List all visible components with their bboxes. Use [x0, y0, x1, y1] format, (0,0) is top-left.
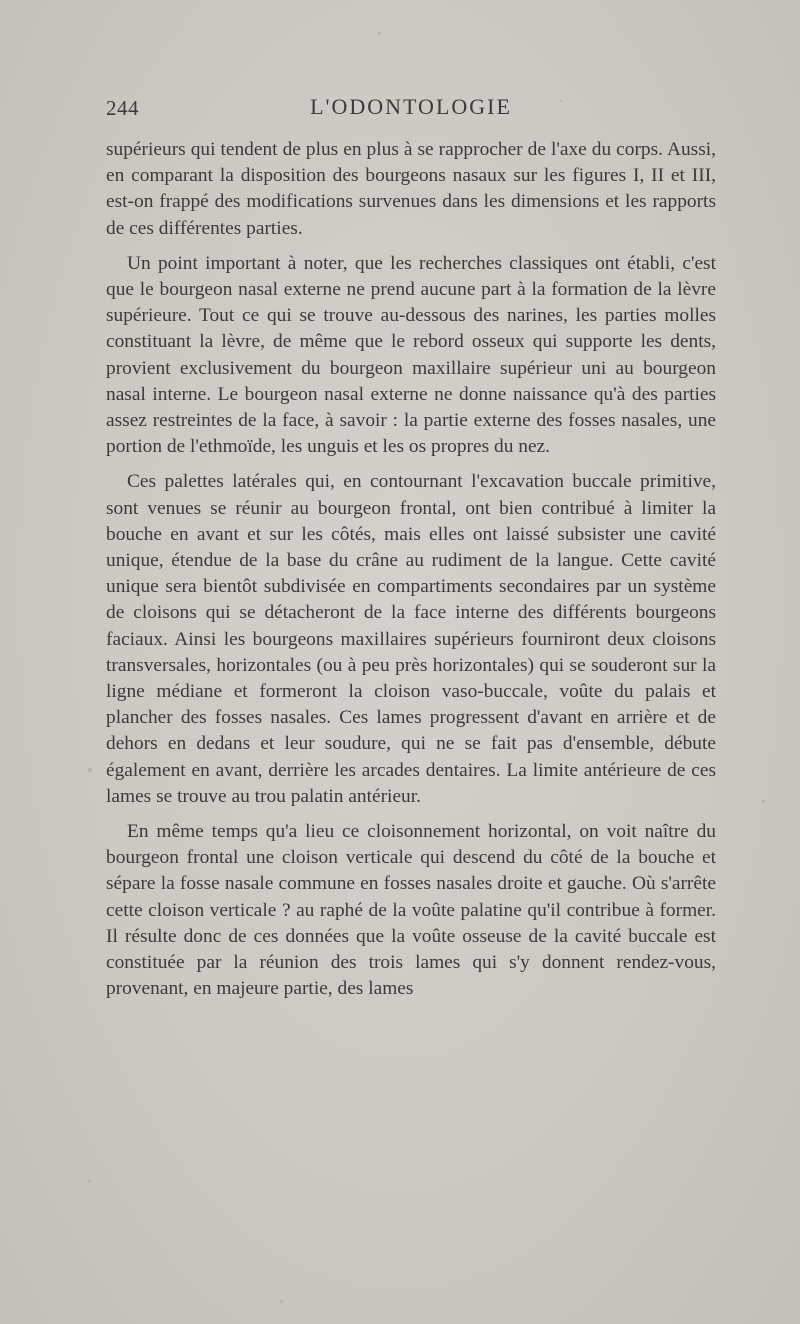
paper-speck — [638, 945, 640, 947]
body-text — [106, 137, 716, 1003]
page-header — [106, 92, 716, 126]
paper-speck — [378, 32, 381, 35]
running-title: L'ODONTOLOGIE — [310, 94, 512, 119]
paragraph: Ces palettes latérales qui, en contournant l'excavation buccale primitive, sont venues se réunir au bourgeon frontal, ont bien contribué à limiter la bouche en avant et sur les côtés, mais elles ont laissé subsister une cavité unique, étendue de la base du crâne au rudiment de la langue. Cette cavité unique sera bientôt subdivisée en compartiments secondaires par un système de cloisons qui se détacheront de la face interne des différents bourgeons faciaux. Ainsi les bourgeons maxillaires supérieurs fourniront deux cloisons transversales, horizontales (ou à peu près horizontales) qui se souderont sur la ligne médiane et formeront la cloison vaso-buccale, voûte du palais et plancher des fosses nasales. Ces lames progressent d'avant en arrière et de dehors en dedans et leur soudure, qui ne se fait pas d'ensemble, débute également en avant, derrière les arcades dentaires. La limite antérieure de ces lames se trouve au trou palatin antérieur. — [106, 471, 716, 807]
paper-speck — [88, 1180, 91, 1183]
paper-speck — [762, 800, 765, 803]
paper-speck — [560, 100, 562, 102]
paragraph: En même temps qu'a lieu ce cloisonnement horizontal, on voit naître du bourgeon frontal une cloison verticale qui descend du côté de la bouche et sépare la fosse nasale commune en fosses nasales droite et gauche. Où s'arrête cette cloison verticale ? au raphé de la voûte palatine qu'il contribue à former. Il résulte donc de ces données que la voûte osseuse de la cavité buccale est constituée par la réunion des trois lames qui s'y donnent rendez-vous, provenant, en majeure partie, des lames — [106, 821, 716, 1000]
paragraph-continued: supérieurs qui tendent de plus en plus à se rapprocher de l'axe du corps. Aussi, en comparant la disposition des bourgeons nasaux sur les figures I, II et III, est-on frappé des modifications survenues dans les dimensions et les rapports de ces différentes parties. — [106, 139, 716, 239]
paragraph: Un point important à noter, que les recherches classiques ont établi, c'est que le bourgeon nasal externe ne prend aucune part à la formation de la lèvre supérieure. Tout ce qui se trouve au-dessous des narines, les parties molles constituant la lèvre, de même que le rebord osseux qui supporte les dents, provient exclusivement du bourgeon maxillaire supérieur uni au bourgeon nasal interne. Le bourgeon nasal externe ne donne naissance qu'à des parties assez restreintes de la face, à savoir : la partie externe des fosses nasales, une portion de l'ethmoïde, les unguis et les os propres du nez. — [106, 252, 716, 458]
paper-speck — [280, 1300, 283, 1303]
paper-speck — [88, 768, 92, 772]
page-number: 244 — [106, 96, 139, 120]
